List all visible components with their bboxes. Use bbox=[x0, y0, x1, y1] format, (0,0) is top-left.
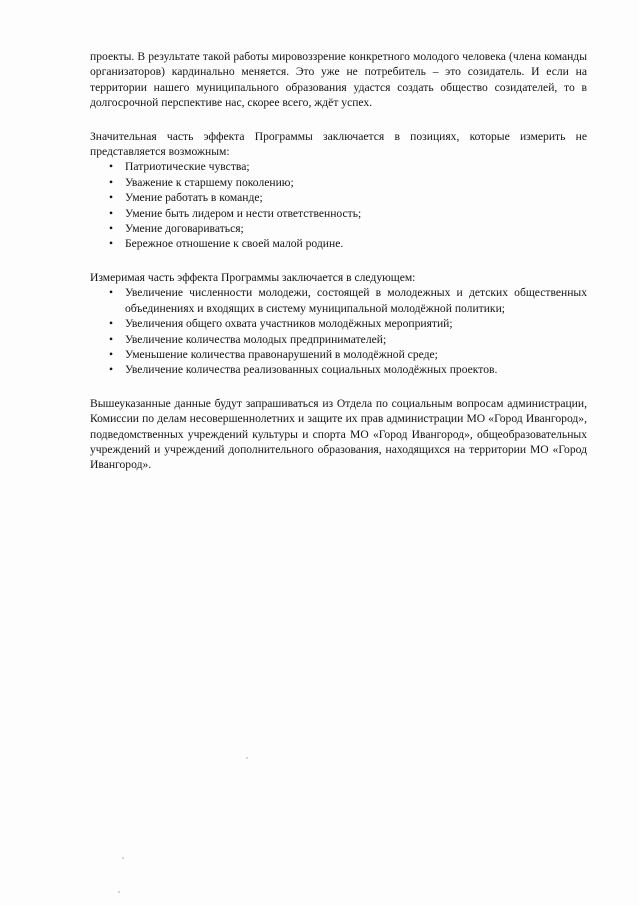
list-item-text: Умение быть лидером и нести ответственность; bbox=[125, 206, 362, 220]
paragraph-spacer bbox=[90, 378, 587, 396]
list-item bbox=[90, 221, 587, 236]
unmeasurable-effect-list bbox=[90, 159, 587, 251]
bullet-icon: • bbox=[109, 332, 114, 346]
bullet-icon: • bbox=[109, 286, 114, 300]
list-item bbox=[90, 316, 587, 331]
list-item-text: Увеличение количества реализованных социальных молодёжных проектов. bbox=[125, 363, 498, 377]
document-body bbox=[90, 49, 587, 473]
list-item bbox=[90, 159, 587, 174]
bullet-icon: • bbox=[109, 237, 114, 251]
list-item bbox=[90, 362, 587, 377]
scan-speck bbox=[118, 891, 120, 893]
list-item-text: Уменьшение количества правонарушений в молодёжной среде; bbox=[125, 347, 438, 361]
measurable-effect-list bbox=[90, 285, 587, 377]
intro-paragraph: проекты. В результате такой работы мировоззрение конкретного молодого человека (члена команды организаторов) кардинально меняется. Это уже не потребитель – это созидатель. И если на территории нашего муниципального образования удастся создать общество созидателей, то в долгосрочной перспективе нас, скорее всего, ждёт успех. bbox=[90, 50, 587, 110]
list-item-text: Бережное отношение к своей малой родине. bbox=[125, 237, 344, 251]
bullet-icon: • bbox=[109, 160, 114, 174]
list-item bbox=[90, 175, 587, 190]
scan-speck bbox=[122, 857, 124, 859]
list-item bbox=[90, 236, 587, 251]
paragraph-spacer bbox=[90, 111, 587, 129]
list-item bbox=[90, 347, 587, 362]
bullet-icon: • bbox=[109, 191, 114, 205]
bullet-icon: • bbox=[109, 175, 114, 189]
list-item-text: Увеличения общего охвата участников молодёжных мероприятий; bbox=[125, 317, 453, 331]
bullet-icon: • bbox=[109, 206, 114, 220]
list-item bbox=[90, 190, 587, 205]
list-item bbox=[90, 285, 587, 316]
bullet-icon: • bbox=[109, 347, 114, 361]
list-item bbox=[90, 332, 587, 347]
list-item-text: Увеличение количества молодых предпринимателей; bbox=[125, 332, 387, 346]
list-item-text: Увеличение численности молодежи, состоящей в молодежных и детских общественных объединениях и входящих в систему муниципальной молодёжной политики; bbox=[125, 286, 587, 315]
unmeasurable-effect-intro: Значительная часть эффекта Программы заключается в позициях, которые измерить не представляется возможным: bbox=[90, 129, 587, 159]
paragraph-spacer bbox=[90, 252, 587, 270]
list-item-text: Патриотические чувства; bbox=[125, 160, 250, 174]
list-item bbox=[90, 206, 587, 221]
scan-speck bbox=[246, 757, 248, 759]
list-item-text: Умение договариваться; bbox=[125, 222, 244, 236]
bullet-icon: • bbox=[109, 363, 114, 377]
list-item-text: Умение работать в команде; bbox=[125, 191, 263, 205]
measurable-effect-intro: Измеримая часть эффекта Программы заключается в следующем: bbox=[90, 270, 416, 284]
conclusion-paragraph: Вышеуказанные данные будут запрашиваться из Отдела по социальным вопросам администрации, Комиссии по делам несовершеннолетних и защите их прав администрации МО «Город Ивангород», подведомственных учреждений культуры и спорта МО «Город Ивангород», общеобразовательных учреждений и учреждений дополнительного образования, находящихся на территории МО «Город Ивангород». bbox=[90, 396, 587, 472]
list-item-text: Уважение к старшему поколению; bbox=[125, 175, 294, 189]
bullet-icon: • bbox=[109, 317, 114, 331]
bullet-icon: • bbox=[109, 222, 114, 236]
